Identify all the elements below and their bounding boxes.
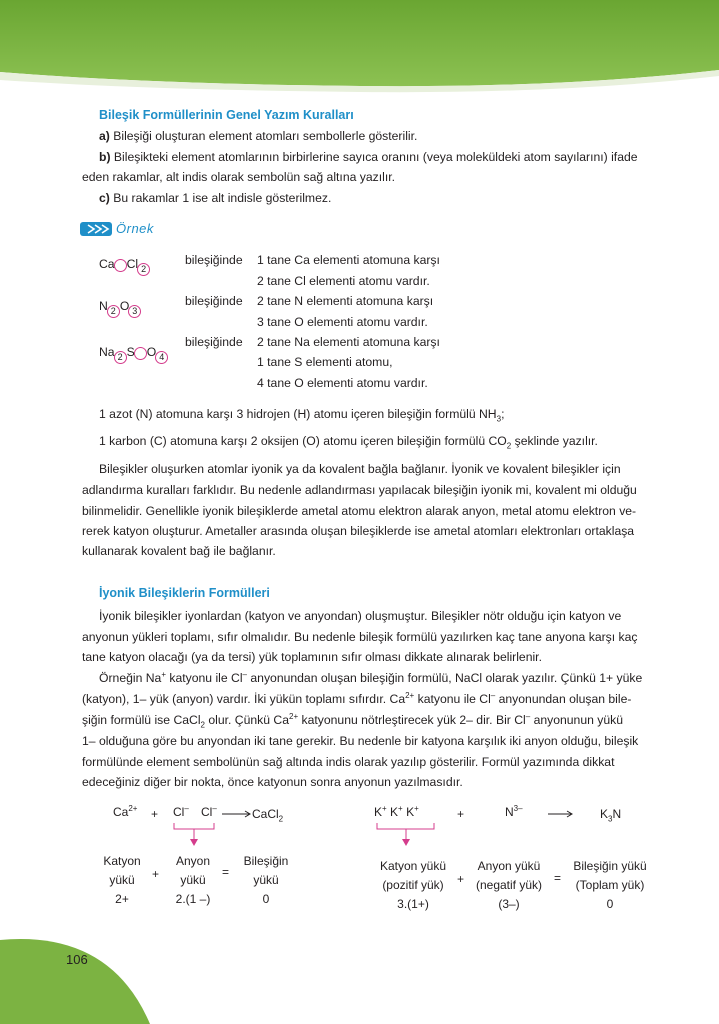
- example-3-line2: 1 tane S elementi atomu,: [257, 355, 393, 369]
- eq2-equals: =: [554, 871, 562, 885]
- eq1-anion1: Cl–: [173, 804, 189, 819]
- eq1-cation: $Ca^{2+}$: [113, 804, 138, 819]
- rule-b-line2: eden rakamlar, alt indis olarak sembolün sağ altına yazılır.: [82, 170, 395, 184]
- index-circle: 4: [155, 351, 168, 364]
- nh3-sentence: 1 azot (N) atomuna karşı 3 hidrojen (H) atomu içeren bileşiğin formülü $NH_3$;: [99, 407, 505, 424]
- rule-c: c) Bu rakamlar 1 ise alt indisle gösterilmez.: [99, 191, 332, 205]
- para2-line1: İyonik bileşikler iyonlardan (katyon ve anyondan) oluşmuştur. Bileşikler nötr olduğu için katyon ve: [99, 609, 622, 623]
- eq1-cation-charge: Katyon yükü 2+: [103, 854, 141, 906]
- index-circle: 2: [107, 305, 120, 318]
- example-word-3: bileşiğinde: [185, 335, 243, 349]
- para1-line3: bilinmelidir. Genellikle iyonik bileşiklerde ametal atomu elektron alarak anyon, metal atomu elektron ve-: [82, 504, 637, 518]
- formula-n2o3: N 2 O 3: [99, 296, 141, 318]
- co2-sentence: 1 karbon (C) atomuna karşı 2 oksijen (O) atomu içeren bileşiğin formülü $CO_2$ şeklinde yazılır.: [99, 434, 598, 451]
- bracket-arrow-icon: [170, 823, 220, 849]
- eq2-anion: $N^{3-}$: [505, 804, 523, 819]
- index-circle: 2: [114, 351, 127, 364]
- eq1-equals: =: [222, 865, 230, 879]
- header-band: [0, 0, 719, 95]
- para1-line2: adlandırma kuralları farklıdır. Bu nedenle adlandırması yapılacak bileşiğin iyonik mi, kovalent mi olduğu: [82, 483, 637, 497]
- eq2-anion-charge: Anyon yükü (negatif yük) (3–): [475, 859, 543, 911]
- rule-b-line1: b) Bileşikteki element atomlarının birbirlerine sayıca oranını (veya moleküldeki atom sayılarını) ifade: [99, 150, 638, 164]
- eq2-plus: +: [457, 807, 465, 821]
- example-label: Örnek: [116, 221, 154, 236]
- rule-a: a) Bileşiği oluşturan element atomları sembollerle gösterilir.: [99, 129, 418, 143]
- eq2-cation-charge: Katyon yükü (pozitif yük) 3.(1+): [379, 859, 447, 911]
- eq1-anion2: Cl–: [201, 804, 217, 819]
- para3-line5: formülünde element sembolünün sağ altında indis olarak yazılıp gösterilir. Formül yazımında dikkat: [82, 755, 615, 769]
- eq2-product: $K_3N$: [600, 807, 622, 824]
- eq1-plus: +: [151, 807, 159, 821]
- index-circle: 3: [128, 305, 141, 318]
- example-marker: [80, 220, 112, 243]
- para3-line6: edeceğiniz diğer bir nokta, önce katyonun sonra anyonun yazılmasıdır.: [82, 775, 463, 789]
- para1-line5: kullanarak kovalent bağ ile bağlanır.: [82, 544, 276, 558]
- formula-na2so4: Na 2 S O 4: [99, 342, 168, 364]
- eq2-plus2: +: [457, 872, 465, 886]
- reaction-arrow-icon: [548, 809, 574, 819]
- eq2-compound-charge: Bileşiğin yükü (Toplam yük) 0: [573, 859, 647, 911]
- para3-line2: (katyon), 1– yük (anyon) vardır. İki yükün toplamı sıfırdır. $Ca^{2+}$ katyonu ile Cl– anyonundan oluşan bile-: [82, 690, 632, 706]
- double-chevron-icon: [80, 220, 112, 238]
- example-2-line2: 3 tane O elementi atomu vardır.: [257, 315, 428, 329]
- eq1-anion-charge: Anyon yükü 2.(1 –): [175, 854, 211, 906]
- eq2-cations: K+ K+ K+: [374, 804, 419, 819]
- example-3-line3: 4 tane O elementi atomu vardır.: [257, 376, 428, 390]
- example-1-line2: 2 tane Cl elementi atomu vardır.: [257, 274, 430, 288]
- formula-cacl2: Ca Cl 2: [99, 254, 150, 276]
- example-word-2: bileşiğinde: [185, 294, 243, 308]
- example-3-line1: 2 tane Na elementi atomuna karşı: [257, 335, 440, 349]
- index-circle: [134, 347, 147, 360]
- page-corner-decoration: [0, 930, 180, 1024]
- index-circle: 2: [137, 263, 150, 276]
- para3-line3: şiğin formülü ise CaCl$_2$ olur. Çünkü $Ca^{2+}$ katyonunu nötrleştirecek yük 2– dir. Bir Cl– anyonunun yükü: [82, 711, 624, 730]
- bracket-arrow-icon: [374, 823, 440, 849]
- para1-line4: rerek katyon oluşturur. Ametaller arasında oluşan bileşiklerde ise ametal atomları elektronları ortaklaşa: [82, 524, 635, 538]
- para2-line3: tane katyon olacağı (ya da tersi) yük toplamının sıfır olması dikkate alınarak belirlenir.: [82, 650, 542, 664]
- page-number: 106: [66, 952, 88, 967]
- reaction-arrow-icon: [222, 809, 252, 819]
- example-2-line1: 2 tane N elementi atomuna karşı: [257, 294, 434, 308]
- para2-line2: anyonun yükleri toplamı, sıfır olmalıdır. Bu nedenle bileşik formülü yazılırken kaç tane anyona karşı kaç: [82, 630, 638, 644]
- example-word-1: bileşiğinde: [185, 253, 243, 267]
- para1-line1: Bileşikler oluşurken atomlar iyonik ya da kovalent bağla bağlanır. İyonik ve kovalent bileşikler için: [99, 462, 621, 476]
- index-circle: [114, 259, 127, 272]
- example-1-line1: 1 tane Ca elementi atomuna karşı: [257, 253, 440, 267]
- eq1-compound-charge: Bileşiğin yükü 0: [243, 854, 289, 906]
- section-title-ionic: İyonik Bileşiklerin Formülleri: [99, 586, 270, 600]
- eq1-plus2: +: [152, 867, 160, 881]
- section-title-general-rules: Bileşik Formüllerinin Genel Yazım Kuralları: [99, 108, 354, 122]
- eq1-product: CaCl$_2$: [252, 807, 284, 824]
- para3-line1: Örneğin Na+ katyonu ile Cl– anyonundan oluşan bileşiğin formülü, NaCl olarak yazılır. Çünkü 1+ yüke: [99, 669, 643, 685]
- para3-line4: 1– olduğuna göre bu anyondan iki tane gerekir. Bu nedenle bir katyona karşılık iki anyon olduğu, bileşik: [82, 734, 639, 748]
